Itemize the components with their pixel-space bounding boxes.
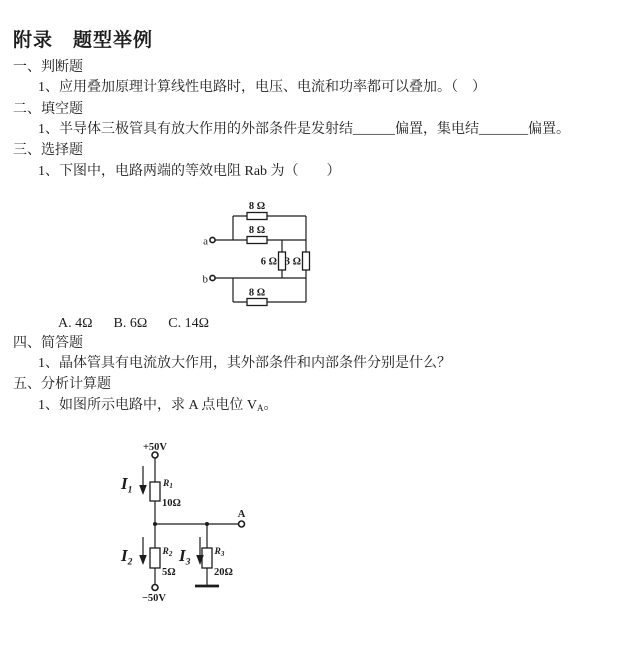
resistor-8ohm-mid bbox=[247, 237, 267, 244]
junction-dot-right bbox=[205, 522, 209, 526]
section-5-heading: 五、分析计算题 bbox=[13, 377, 111, 392]
question-1-1: 1、应用叠加原理计算线性电路时，电压、电流和功率都可以叠加。（ ） bbox=[38, 80, 486, 95]
terminal-node-a bbox=[239, 521, 245, 527]
question-5-1-period: 。 bbox=[263, 398, 278, 413]
i2-sub: 2 bbox=[127, 557, 133, 568]
i3-main: I bbox=[179, 546, 186, 565]
resistor-r3-value: 20Ω bbox=[214, 567, 233, 578]
current-i2-label bbox=[120, 546, 133, 568]
resistor-8ohm-top-label: 8 Ω bbox=[248, 201, 266, 212]
current-i3-label bbox=[178, 546, 191, 568]
question-3-1: 1、下图中，电路两端的等效电阻 Rab 为（ ） bbox=[38, 164, 341, 179]
resistor-r1-label bbox=[162, 479, 173, 490]
resistor-6ohm-label: 6 Ω bbox=[260, 256, 277, 268]
i1-sub: 1 bbox=[127, 485, 133, 496]
i1-main: I bbox=[121, 474, 128, 493]
option-b: B. 6Ω bbox=[113, 316, 148, 331]
terminal-a-label: a bbox=[203, 235, 208, 248]
node-a-label: A bbox=[237, 509, 246, 520]
question-5-1 bbox=[38, 398, 277, 416]
terminal-b-circle bbox=[210, 275, 215, 280]
resistor-r1 bbox=[150, 482, 160, 501]
r1-sub: 1 bbox=[169, 482, 173, 490]
r2-main: R bbox=[162, 547, 169, 557]
section-3-heading: 三、选择题 bbox=[13, 143, 83, 158]
option-c: C. 14Ω bbox=[168, 316, 210, 331]
i3-sub: 3 bbox=[185, 557, 191, 568]
question-2-1: 1、半导体三极管具有放大作用的外部条件是发射结______偏置，集电结_______偏置。 bbox=[38, 122, 570, 137]
r2-sub: 2 bbox=[168, 550, 173, 558]
resistor-r2-value: 5Ω bbox=[162, 567, 176, 578]
resistor-8ohm-bottom bbox=[247, 299, 267, 306]
section-2-heading: 二、填空题 bbox=[13, 102, 83, 117]
section-1-heading: 一、判断题 bbox=[13, 60, 83, 75]
terminal-minus50v bbox=[152, 585, 158, 591]
resistor-r2-label bbox=[162, 547, 173, 558]
supply-plus-label: +50V bbox=[142, 442, 168, 453]
resistor-3ohm-label: 3 Ω bbox=[284, 256, 301, 268]
resistor-r2 bbox=[150, 548, 160, 568]
page-title: 附录 题型举例 bbox=[13, 30, 154, 51]
answer-options-row bbox=[58, 316, 230, 332]
resistor-r1-value: 10Ω bbox=[162, 498, 181, 509]
resistor-3ohm bbox=[303, 252, 310, 270]
junction-dot-left bbox=[153, 522, 157, 526]
resistor-r3 bbox=[202, 548, 212, 568]
resistor-8ohm-mid-label: 8 Ω bbox=[248, 225, 266, 236]
terminal-a-circle bbox=[210, 237, 215, 242]
circuit-diagram-resistor-network bbox=[195, 196, 320, 316]
resistor-r3-label bbox=[214, 547, 225, 558]
r1-main: R bbox=[163, 479, 170, 489]
resistor-8ohm-bottom-label: 8 Ω bbox=[248, 287, 266, 299]
arrow-head bbox=[139, 485, 147, 495]
question-5-1-subscript: A bbox=[256, 403, 264, 413]
option-a: A. 4Ω bbox=[58, 316, 93, 331]
section-4-heading: 四、简答题 bbox=[13, 336, 83, 351]
current-arrow-i2 bbox=[139, 537, 147, 565]
arrow-head bbox=[139, 555, 147, 565]
current-i1-label bbox=[120, 474, 132, 496]
r3-main: R bbox=[214, 547, 221, 557]
question-5-1-text: 1、如图所示电路中，求 A 点电位 V bbox=[38, 398, 257, 413]
question-4-1: 1、晶体管具有电流放大作用，其外部条件和内部条件分别是什么？ bbox=[38, 356, 451, 371]
r3-sub: 3 bbox=[220, 550, 225, 558]
terminal-b-label: b bbox=[202, 273, 208, 286]
i2-main: I bbox=[121, 546, 128, 565]
current-arrow-i1 bbox=[139, 466, 147, 495]
supply-minus-label: −50V bbox=[141, 593, 167, 604]
circuit-diagram-node-potential bbox=[110, 435, 260, 615]
resistor-8ohm-top bbox=[247, 213, 267, 220]
